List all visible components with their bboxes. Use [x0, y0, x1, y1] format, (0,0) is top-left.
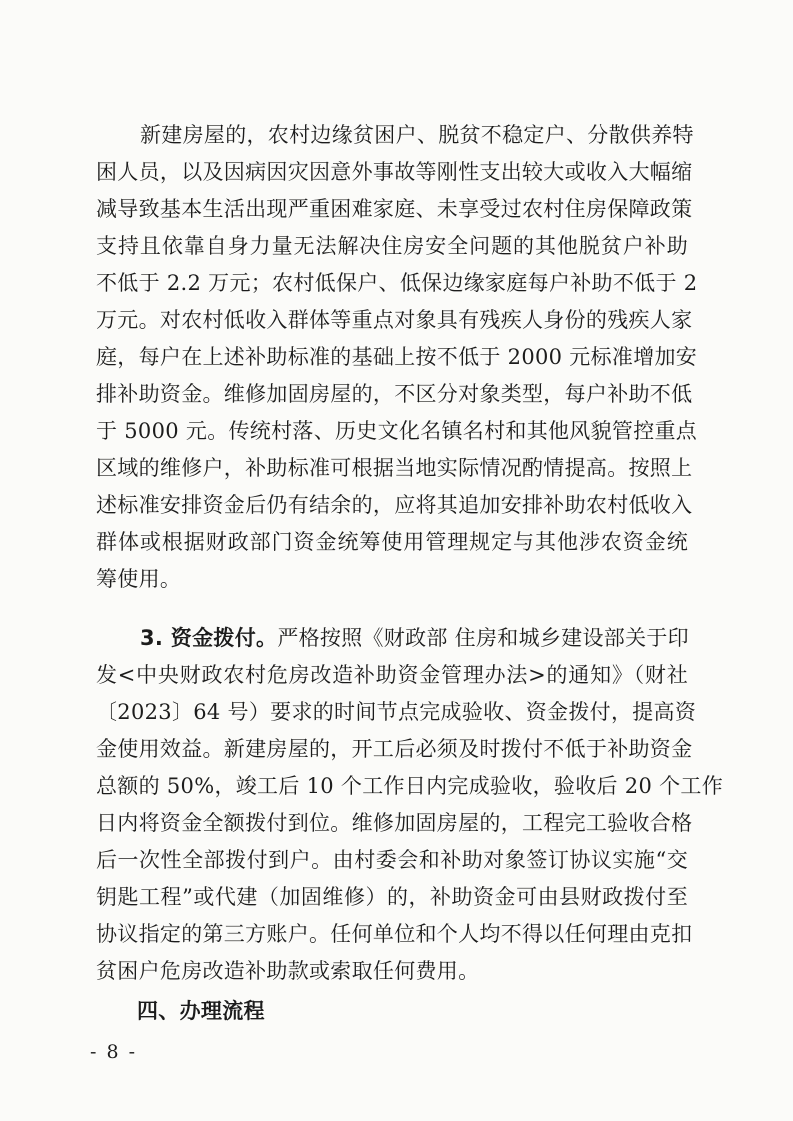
paragraph1-line-3: 减导致基本生活出现严重困难家庭、未享受过农村住房保障政策: [96, 197, 693, 221]
paragraph2-line-10: 贫困户危房改造补助款或索取任何费用。: [96, 959, 480, 983]
paragraph1-line-9: 于 5000 元。传统村落、历史文化名镇名村和其他风貌管控重点: [96, 419, 698, 443]
paragraph2-heading: 3. 资金拨付。: [140, 626, 278, 650]
paragraph1-line-12: 群体或根据财政部门资金统筹使用管理规定与其他涉农资金统: [96, 530, 688, 554]
paragraph1-line-11: 述标准安排资金后仍有结余的，应将其追加安排补助农村低收入: [96, 493, 693, 517]
paragraph2-line-1: [140, 620, 688, 656]
paragraph2-line-4: 金使用效益。新建房屋的，开工后必须及时拨付不低于补助资金: [96, 737, 693, 761]
paragraph1-line-7: 庭，每户在上述补助标准的基础上按不低于 2000 元标准增加安: [96, 345, 698, 369]
paragraph1-line-1: 新建房屋的，农村边缘贫困户、脱贫不稳定户、分散供养特: [140, 123, 694, 147]
paragraph1-line-13: 筹使用。: [96, 567, 182, 591]
section-heading: 四、办理流程: [137, 999, 265, 1023]
paragraph1-line-6: 万元。对农村低收入群体等重点对象具有残疾人身份的残疾人家: [96, 308, 693, 332]
paragraph1-line-2: 困人员，以及因病因灾因意外事故等刚性支出较大或收入大幅缩: [96, 160, 693, 184]
paragraph1-line-5: 不低于 2.2 万元；农村低保户、低保边缘家庭每户补助不低于 2: [96, 271, 698, 295]
paragraph2-line-2: 发<中央财政农村危房改造补助资金管理办法>的通知》（财社: [96, 663, 688, 687]
paragraph1-line-10: 区域的维修户，补助标准可根据当地实际情况酌情提高。按照上: [96, 456, 693, 480]
paragraph2-line-3: 〔2023〕64 号）要求的时间节点完成验收、资金拨付，提高资: [96, 700, 697, 724]
page-number: - 8 -: [90, 1041, 138, 1063]
paragraph2-line-6: 日内将资金全额拨付到位。维修加固房屋的，工程完工验收合格: [96, 811, 693, 835]
paragraph2-line-5: 总额的 50%，竣工后 10 个工作日内完成验收，验收后 20 个工作: [96, 774, 723, 798]
paragraph2-line-7: 后一次性全部拨付到户。由村委会和补助对象签订协议实施“交: [96, 848, 688, 872]
paragraph1-line-8: 排补助资金。维修加固房屋的，不区分对象类型，每户补助不低: [96, 382, 693, 406]
paragraph1-line-4: 支持且依靠自身力量无法解决住房安全问题的其他脱贫户补助: [96, 234, 688, 258]
paragraph2-line-8: 钥匙工程”或代建（加固维修）的，补助资金可由县财政拨付至: [96, 885, 688, 909]
paragraph2-first-line-rest: 严格按照《财政部 住房和城乡建设部关于印: [277, 626, 689, 650]
paragraph2-line-9: 协议指定的第三方账户。任何单位和个人均不得以任何理由克扣: [96, 922, 693, 946]
